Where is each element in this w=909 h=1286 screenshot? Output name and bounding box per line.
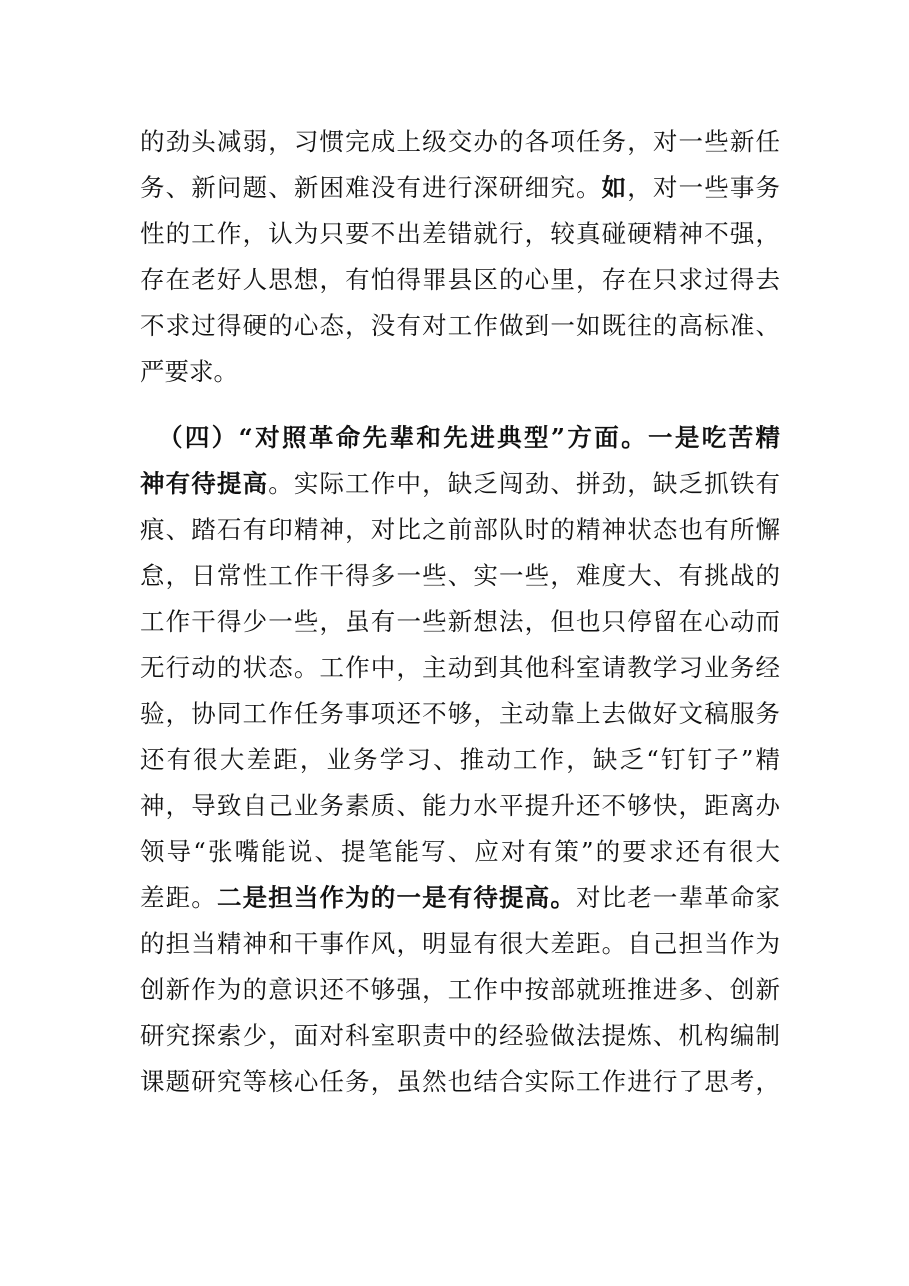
- text-run: 领导“张嘴能说、提笔能写、应对有策”的要求还有很大: [140, 837, 780, 866]
- text-line: [140, 1016, 780, 1056]
- text-line: [140, 306, 780, 346]
- text-line: [140, 510, 780, 550]
- text-line: [140, 832, 780, 872]
- text-run: 课题研究等核心任务，虽然也结合实际工作进行了思考，: [140, 1067, 780, 1096]
- text-run: 痕、踏石有印精神，对比之前部队时的精神状态也有所懈: [140, 515, 780, 544]
- text-line: [140, 464, 780, 504]
- text-line: [140, 878, 780, 918]
- text-line: [140, 168, 780, 208]
- text-line: [140, 1062, 780, 1102]
- text-line: [140, 352, 780, 392]
- bold-text-run: 神有待提高: [140, 469, 269, 498]
- text-run: 无行动的状态。工作中，主动到其他科室请教学习业务经: [140, 653, 780, 682]
- text-line: [140, 122, 780, 162]
- text-run: 务、新问题、新困难没有进行深研细究。: [140, 173, 602, 202]
- text-run: 差距。: [140, 883, 217, 912]
- text-line: [140, 924, 780, 964]
- text-run: ，对一些事务: [627, 173, 780, 202]
- section-heading-line: [158, 418, 780, 458]
- text-run: 存在老好人思想，有怕得罪县区的心里，存在只求过得去: [140, 265, 780, 294]
- text-run: 工作干得少一些，虽有一些新想法，但也只停留在心动而: [140, 607, 780, 636]
- text-line: [140, 740, 780, 780]
- bold-text-run: 如: [601, 173, 628, 202]
- text-run: 神，导致自己业务素质、能力水平提升还不够快，距离办: [140, 791, 780, 820]
- text-run: 怠，日常性工作干得多一些、实一些，难度大、有挑战的: [140, 561, 780, 590]
- bold-text-run: 二是担当作为的一是有待提高。: [216, 883, 576, 912]
- text-run: 研究探索少，面对科室职责中的经验做法提炼、机构编制: [140, 1021, 780, 1050]
- text-line: [140, 648, 780, 688]
- text-run: 严要求。: [140, 357, 238, 386]
- text-line: [140, 260, 780, 300]
- text-line: [140, 214, 780, 254]
- text-line: [140, 694, 780, 734]
- section-heading: （四）“对照革命先辈和先进典型”方面。一是吃苦精: [158, 423, 780, 452]
- text-run: 还有很大差距，业务学习、推动工作，缺乏“钉钉子”精: [140, 745, 780, 774]
- text-line: [140, 970, 780, 1010]
- text-run: 不求过得硬的心态，没有对工作做到一如既往的高标准、: [140, 311, 780, 340]
- text-run: 的担当精神和干事作风，明显有很大差距。自己担当作为: [140, 929, 780, 958]
- text-run: 。实际工作中，缺乏闯劲、拼劲，缺乏抓铁有: [268, 469, 780, 498]
- text-run: 性的工作，认为只要不出差错就行，较真碰硬精神不强，: [140, 219, 780, 248]
- text-run: 验，协同工作任务事项还不够，主动靠上去做好文稿服务: [140, 699, 780, 728]
- text-line: [140, 556, 780, 596]
- text-run: 创新作为的意识还不够强，工作中按部就班推进多、创新: [140, 975, 780, 1004]
- text-line: [140, 786, 780, 826]
- text-line: [140, 602, 780, 642]
- text-run: 对比老一辈革命家: [575, 883, 780, 912]
- text-run: 的劲头减弱，习惯完成上级交办的各项任务，对一些新任: [140, 127, 780, 156]
